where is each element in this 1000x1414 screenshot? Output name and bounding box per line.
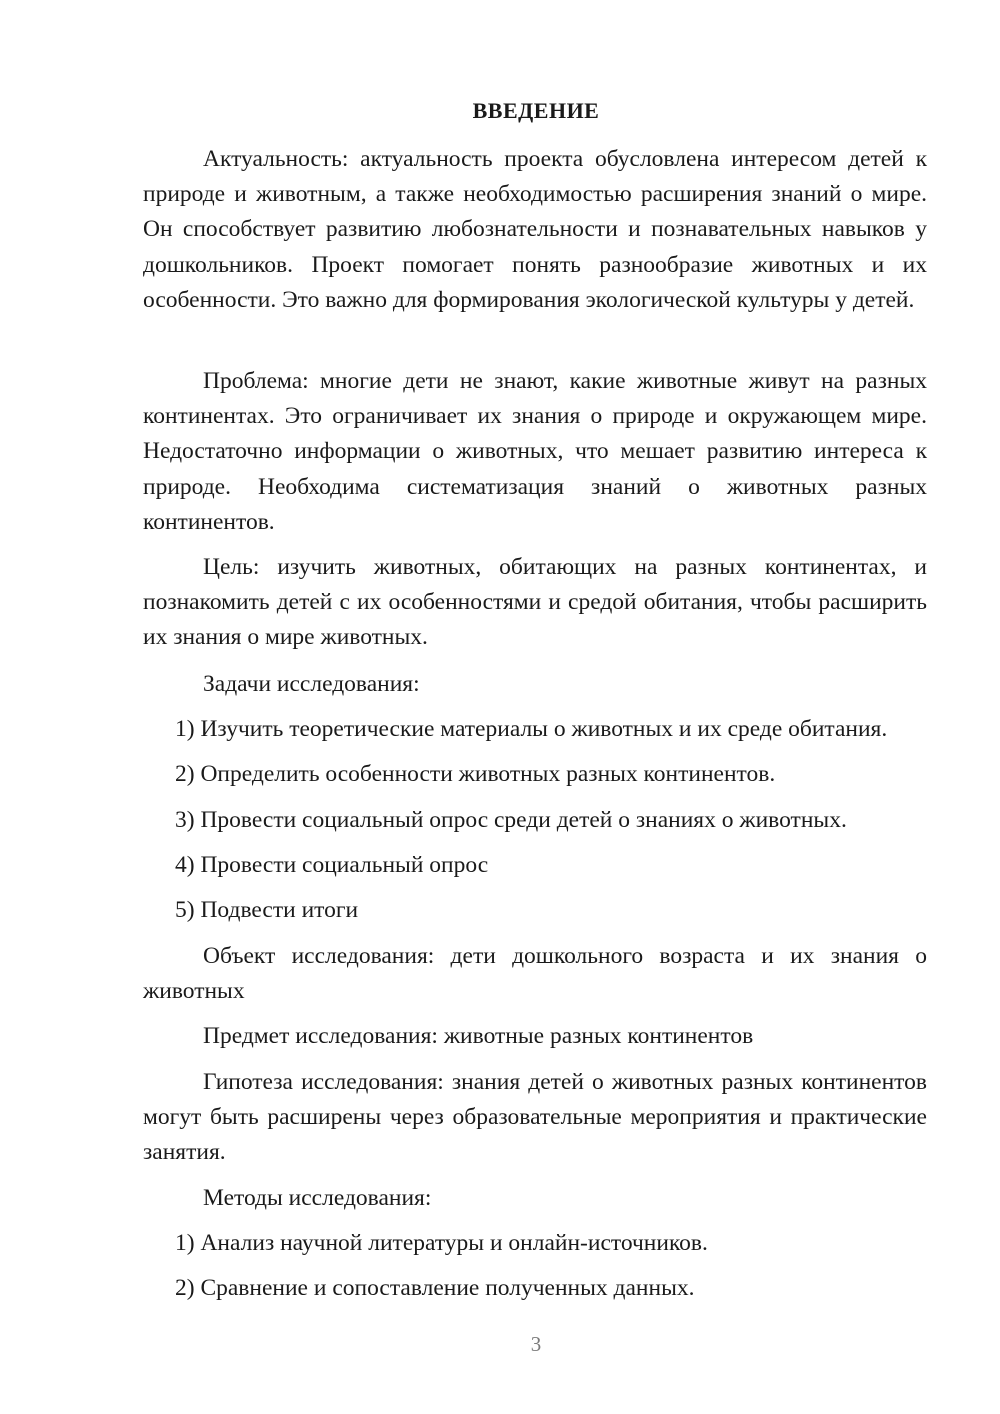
goal-paragraph: Цель: изучить животных, обитающих на разных континентах, и познакомить детей с их особенностями и средой обитания, чтобы расширить их знания о мире животных. — [143, 554, 927, 651]
tasks-title: Задачи исследования: — [203, 671, 420, 697]
object-paragraph: Объект исследования: дети дошкольного возраста и их знания о животных — [143, 943, 927, 1005]
method-item: 1) Анализ научной литературы и онлайн-источников. — [175, 1230, 708, 1256]
task-item: 1) Изучить теоретические материалы о животных и их среде обитания. — [175, 716, 888, 742]
methods-title: Методы исследования: — [203, 1185, 432, 1211]
task-item: 3) Провести социальный опрос среди детей о знаниях о животных. — [175, 807, 847, 833]
section-heading: ВВЕДЕНИЕ — [472, 98, 600, 123]
relevance-paragraph: Актуальность: актуальность проекта обусловлена интересом детей к природе и животным, а также необходимостью расширения знаний о мире. Он способствует развитию любознательности и познавательных навыков у дошкольников. Проект помогает понять разнообразие животных и их особенности. Это важно для формирования экологической культуры у детей. — [143, 146, 927, 313]
problem-paragraph: Проблема: многие дети не знают, какие животные живут на разных континентах. Это ограничивает их знания о природе и окружающем мире. Недостаточно информации о животных, что мешает развитию интереса к природе. Необходима систематизация знаний о животных разных континентов. — [143, 368, 927, 535]
page-number: 3 — [530, 1332, 542, 1356]
method-item: 2) Сравнение и сопоставление полученных данных. — [175, 1275, 695, 1301]
task-item: 4) Провести социальный опрос — [175, 852, 489, 878]
task-item: 5) Подвести итоги — [175, 897, 359, 923]
subject-paragraph: Предмет исследования: животные разных континентов — [203, 1023, 754, 1049]
task-item: 2) Определить особенности животных разных континентов. — [175, 761, 776, 787]
hypothesis-paragraph: Гипотеза исследования: знания детей о животных разных континентов могут быть расширены через образовательные мероприятия и практические занятия. — [143, 1069, 927, 1166]
